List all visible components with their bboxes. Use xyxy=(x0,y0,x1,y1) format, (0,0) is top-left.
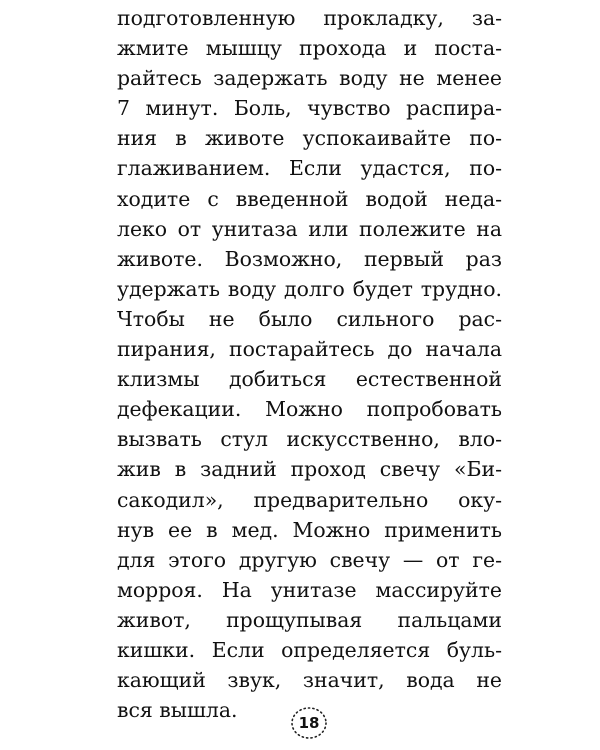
text-line: удержать воду долго будет трудно. xyxy=(117,276,502,301)
text-line: живот, прощупывая пальцами xyxy=(117,607,502,632)
text-line: райтесь задержать воду не менее xyxy=(117,66,502,91)
text-line: ходите с введенной водой неда- xyxy=(117,186,502,211)
page-number: 18 xyxy=(298,714,320,732)
text-line: клизмы добиться естественной xyxy=(117,367,502,392)
text-line: вызвать стул искусственно, вло- xyxy=(117,427,502,452)
text-line: дефекации. Можно попробовать xyxy=(117,397,502,422)
text-line: для этого другую свечу — от ге- xyxy=(117,547,502,572)
text-line: Чтобы не было сильного рас- xyxy=(117,306,502,331)
text-line: нув ее в мед. Можно применить xyxy=(117,517,502,542)
text-line: 7 минут. Боль, чувство распира- xyxy=(117,96,502,121)
text-line: глаживанием. Если удастся, по- xyxy=(117,156,502,181)
text-line: пирания, постарайтесь до начала xyxy=(117,337,502,362)
body-text xyxy=(117,3,502,725)
text-line: жив в задний проход свечу «Би- xyxy=(117,457,502,482)
text-line: подготовленную прокладку, за- xyxy=(117,6,502,30)
text-line: леко от унитаза или полежите на xyxy=(117,216,502,241)
text-line: кающий звук, значит, вода не xyxy=(117,668,502,693)
text-line-last: вся вышла. xyxy=(117,698,238,723)
text-line: сакодил», предварительно оку- xyxy=(117,487,502,512)
text-line: жмите мышцу прохода и поста- xyxy=(117,36,502,61)
text-line: ния в животе успокаивайте по- xyxy=(117,126,502,151)
text-line: кишки. Если определяется буль- xyxy=(117,637,502,662)
page-number-badge xyxy=(290,706,328,740)
text-line: морроя. На унитазе массируйте xyxy=(117,577,502,602)
text-line: животе. Возможно, первый раз xyxy=(117,246,502,271)
